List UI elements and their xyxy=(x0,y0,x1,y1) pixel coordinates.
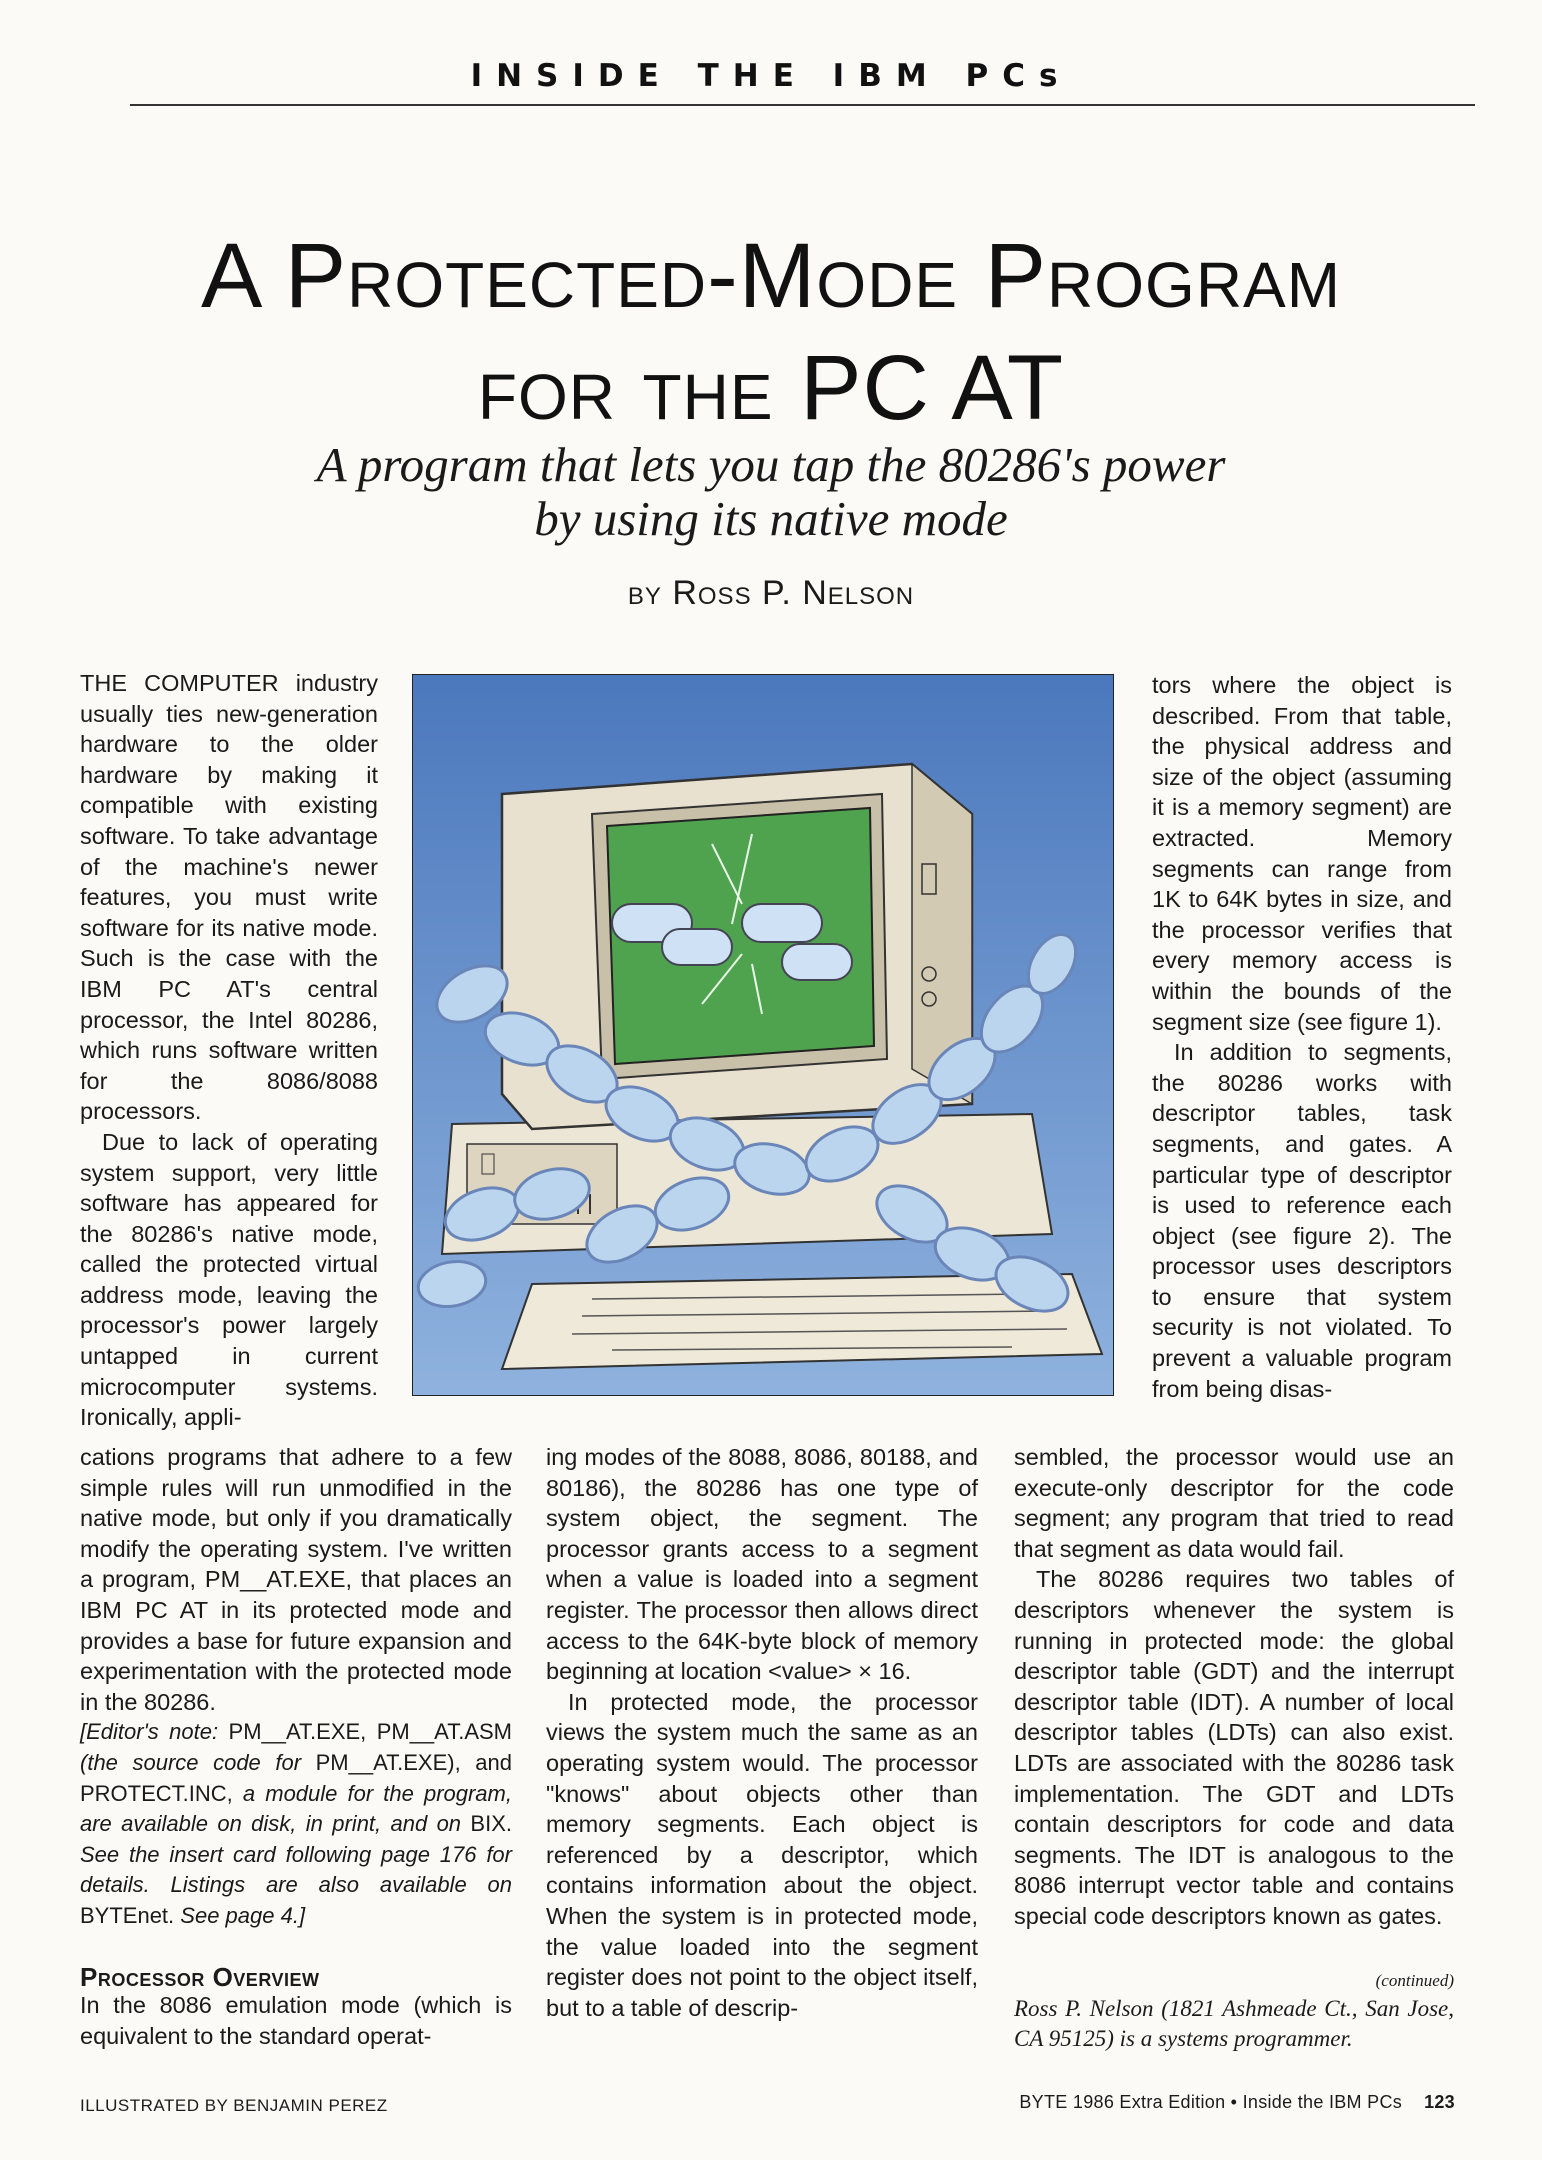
paragraph: ing modes of the 8088, 8086, 80188, and 80186), the 80286 has one type of system object, the segment. The processor grants access to a segment when a value is loaded into a segment register. The processor then allows direct access to the 64K-byte block of memory beginning at location <value> × 16. xyxy=(546,1444,978,1685)
subtitle-line-2: by using its native mode xyxy=(534,491,1008,546)
paragraph: The 80286 requires two tables of descriptors whenever the system is running in protected mode: the global descriptor table (GDT) and the interrupt descriptor table (IDT). A number of local descriptor tables (LDTs) can also exist. LDTs are associated with the 80286 task implementation. The GDT and LDTs contain descriptors for code and data segments. The IDT is analogous to the 8086 interrupt vector table and contains special code descriptors known as gates. xyxy=(1014,1566,1454,1929)
column-1-bottom xyxy=(80,1990,512,2051)
subtitle-line-1: A program that lets you tap the 80286's power xyxy=(316,437,1226,492)
author-bio: Ross P. Nelson (1821 Ashmeade Ct., San Jose, CA 95125) is a systems programmer. xyxy=(1014,1996,1454,2051)
title-line-2: for the PC AT xyxy=(477,337,1065,439)
paragraph: THE COMPUTER industry usually ties new-generation hardware to the older hardware by making it compatible with existing software. To take advantage of the machine's newer features, you must write software for its native mode. Such is the case with the IBM PC AT's central processor, the Intel 80286, which runs software written for the 8086/8088 processors. xyxy=(80,670,378,1125)
column-1 xyxy=(80,1442,512,1932)
paragraph: tors where the object is described. From that table, the physical address and size of the object (assuming it is a memory segment) are extracted. Memory segments can range from 1K to 64K bytes in size, and the processor verifies that every memory access is within the bounds of the segment size (see figure 1). xyxy=(1152,672,1452,1035)
publication-info: BYTE 1986 Extra Edition • Inside the IBM PCs xyxy=(1019,2092,1403,2112)
paragraph: cations programs that adhere to a few simple rules will run unmodified in the native mode, but only if you dramatically modify the operating system. I've written a program, PM__AT.EXE, that places an IBM PC AT in its protected mode and provides a base for future expansion and experimentation with the protected mode in the 80286. xyxy=(80,1444,512,1715)
paragraph: sembled, the processor would use an execute-only descriptor for the code segment; any program that tried to read that segment as data would fail. xyxy=(1014,1444,1454,1562)
article-title xyxy=(60,220,1482,444)
section-header: INSIDE THE IBM PCs xyxy=(470,58,1072,94)
page-number: 123 xyxy=(1424,2092,1455,2112)
column-1-top xyxy=(80,668,378,1433)
illustration-credit: ILLUSTRATED BY BENJAMIN PEREZ xyxy=(80,2096,388,2115)
byline: by Ross P. Nelson xyxy=(627,574,915,612)
section-heading: Processor Overview xyxy=(80,1962,320,1992)
page-footer xyxy=(930,2092,1455,2113)
editors-note: [Editor's note: PM__AT.EXE, PM__AT.ASM (the source code for PM__AT.EXE), and PROTECT.INC, a module for the program, are available on disk, in print, and on BIX. See the insert card following page 176 for details. Listings are also available on BYTEnet. See page 4.] xyxy=(80,1719,512,1928)
paragraph: In protected mode, the processor views the system much the same as an operating system would. The processor "knows" about objects other than memory segments. Each object is referenced by a descriptor, which contains information about the object. When the system is in protected mode, the value loaded into the segment register does not point to the object itself, but to a table of descrip- xyxy=(546,1688,978,2021)
article-subtitle xyxy=(60,438,1482,546)
paragraph: In the 8086 emulation mode (which is equivalent to the standard operat- xyxy=(80,1992,512,2049)
column-3-top xyxy=(1152,670,1452,1404)
paragraph: Due to lack of operating system support, very little software has appeared for the 80286's native mode, called the protected virtual address mode, leaving the processor's power largely untapped in current microcomputer systems. Ironically, appli- xyxy=(80,1128,378,1431)
header-rule xyxy=(130,104,1475,106)
title-line-1: A Protected-Mode Program xyxy=(200,225,1342,327)
column-2 xyxy=(546,1442,978,2023)
continued-label: (continued) xyxy=(1375,1971,1454,1990)
chained-computer-illustration xyxy=(412,674,1114,1396)
paragraph: In addition to segments, the 80286 works with descriptor tables, task segments, and gates. A particular type of descriptor is used to reference each object (see figure 2). The processor uses descriptors to ensure that system security is not violated. To prevent a valuable program from being disas- xyxy=(1152,1039,1452,1402)
column-3 xyxy=(1014,1442,1454,1932)
